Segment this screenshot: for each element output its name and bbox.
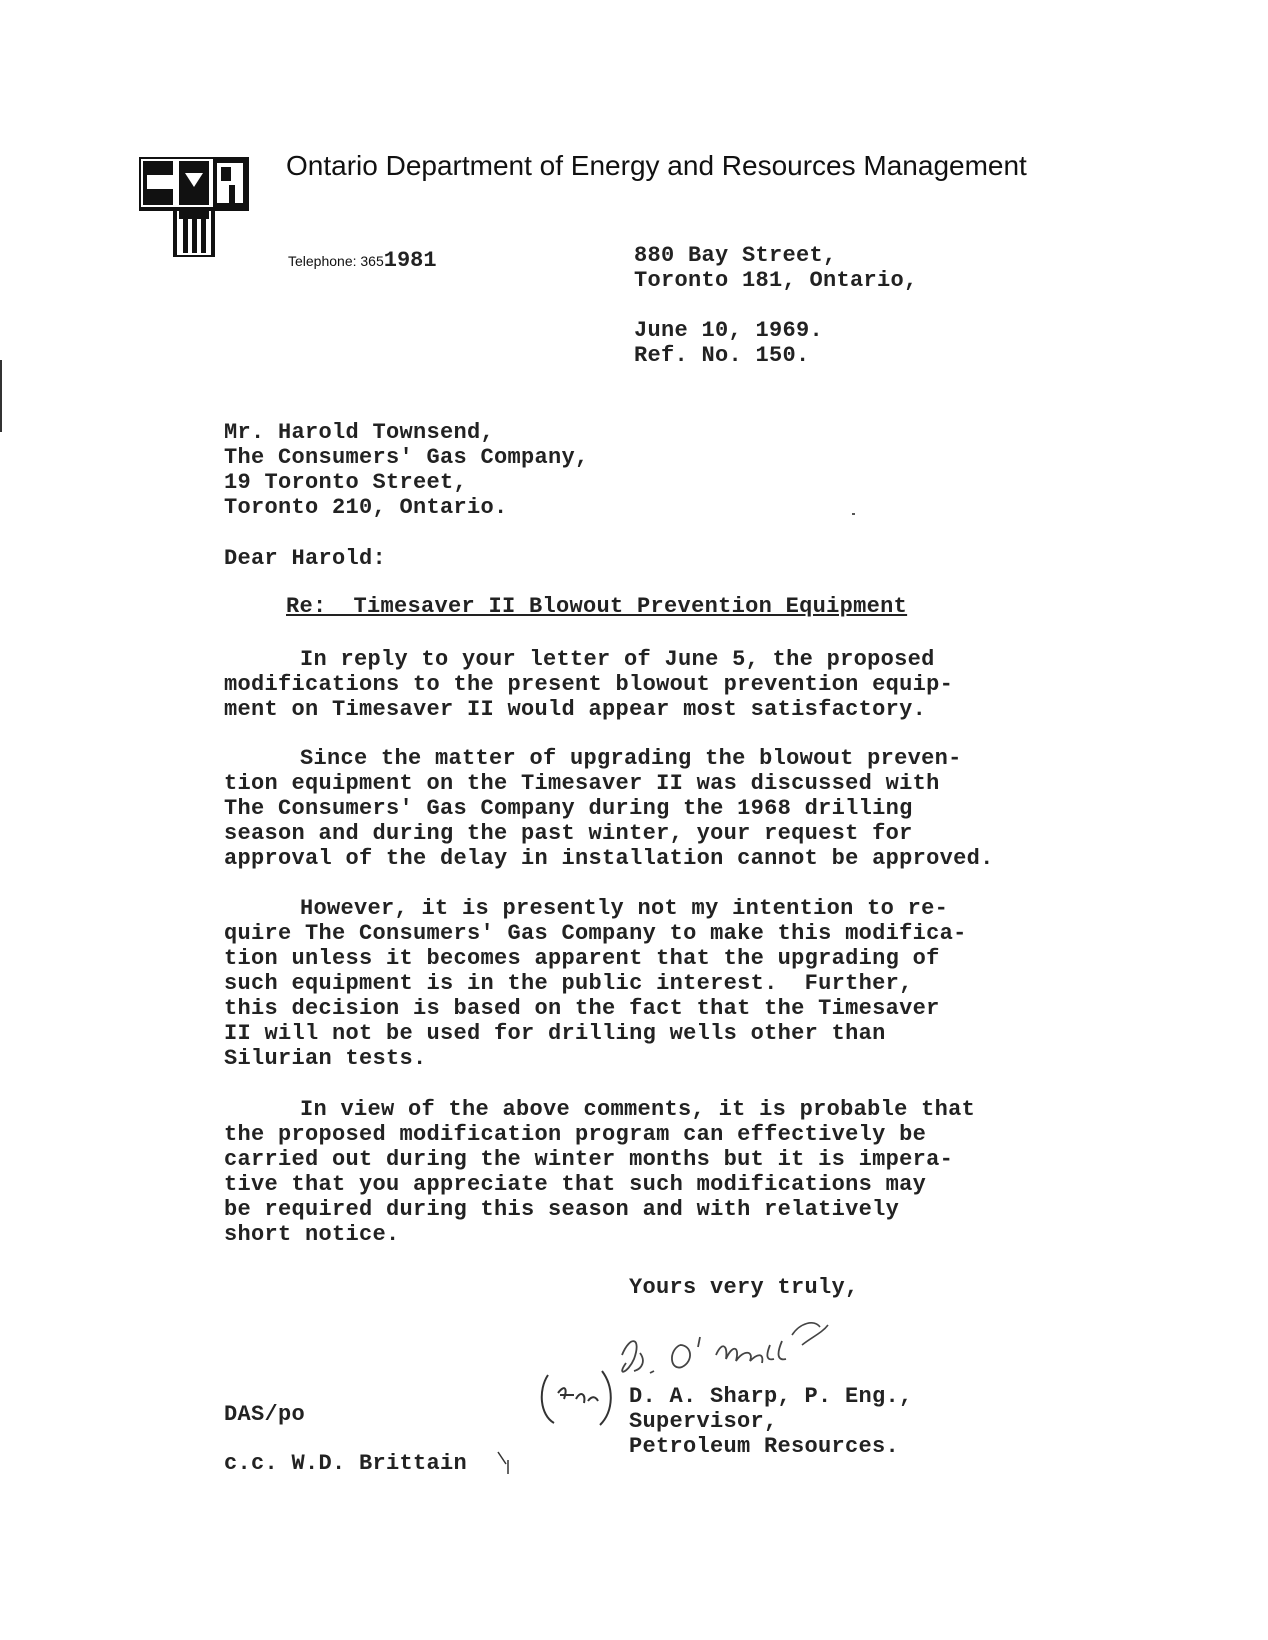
department-title: Ontario Department of Energy and Resources Management: [286, 150, 1027, 181]
closing: Yours very truly,: [629, 1275, 859, 1300]
paragraph-line: quire The Consumers' Gas Company to make this modifica-: [224, 921, 967, 946]
salutation: Dear Harold:: [224, 546, 387, 571]
recipient-line-1: Mr. Harold Townsend,: [224, 420, 495, 445]
paragraph-line: the proposed modification program can effectively be: [224, 1122, 927, 1147]
paragraph-1: [224, 647, 1094, 722]
paragraph-line: The Consumers' Gas Company during the 1968 drilling: [224, 796, 913, 821]
reference-number: Ref. No. 150.: [634, 343, 810, 368]
paragraph-line: tion unless it becomes apparent that the upgrading of: [224, 946, 940, 971]
paragraph-line: In reply to your letter of June 5, the proposed: [300, 647, 935, 672]
paragraph-line: this decision is based on the fact that the Timesaver: [224, 996, 940, 1021]
paragraph-line: be required during this season and with relatively: [224, 1197, 900, 1222]
signer-department: Petroleum Resources.: [629, 1434, 900, 1459]
carbon-copy: c.c. W.D. Brittain: [224, 1451, 468, 1476]
scan-speck: [852, 513, 855, 515]
paragraph-line: season and during the past winter, your request for: [224, 821, 913, 846]
recipient-line-4: Toronto 210, Ontario.: [224, 495, 508, 520]
paragraph-line: tive that you appreciate that such modifications may: [224, 1172, 927, 1197]
paragraph-3: [224, 896, 1094, 1071]
telephone-label: Telephone: 365: [288, 253, 384, 269]
paragraph-line: modifications to the present blowout prevention equip-: [224, 672, 954, 697]
paragraph-line: tion equipment on the Timesaver II was discussed with: [224, 771, 940, 796]
subject-line: Re: Timesaver II Blowout Prevention Equipment: [286, 594, 908, 619]
paragraph-line: However, it is presently not my intention to re-: [300, 896, 949, 921]
paragraph-line: approval of the delay in installation cannot be approved.: [224, 846, 994, 871]
typist-initials: DAS/po: [224, 1402, 306, 1427]
paragraph-line: In view of the above comments, it is probable that: [300, 1097, 976, 1122]
paragraph-4: [224, 1097, 1094, 1247]
paragraph-line: such equipment is in the public interest. Further,: [224, 971, 913, 996]
check-mark-icon: [496, 1450, 516, 1476]
erm-logo-icon: [139, 157, 249, 257]
paragraph-line: ment on Timesaver II would appear most satisfactory.: [224, 697, 927, 722]
scan-edge-mark: [0, 360, 2, 432]
telephone-number: 1981: [383, 248, 437, 273]
telephone: [288, 248, 437, 273]
sender-address-line-2: Toronto 181, Ontario,: [634, 268, 918, 293]
paragraph-line: carried out during the winter months but it is impera-: [224, 1147, 954, 1172]
recipient-line-2: The Consumers' Gas Company,: [224, 445, 589, 470]
signer-name: D. A. Sharp, P. Eng.,: [629, 1384, 913, 1409]
paragraph-2: [224, 746, 1094, 871]
paragraph-line: short notice.: [224, 1222, 400, 1247]
letter-date: June 10, 1969.: [634, 318, 824, 343]
paragraph-line: Since the matter of upgrading the blowout preven-: [300, 746, 962, 771]
paragraph-line: Silurian tests.: [224, 1046, 427, 1071]
sender-address-line-1: 880 Bay Street,: [634, 243, 837, 268]
paragraph-line: II will not be used for drilling wells other than: [224, 1021, 886, 1046]
recipient-line-3: 19 Toronto Street,: [224, 470, 468, 495]
signer-title: Supervisor,: [629, 1409, 778, 1434]
